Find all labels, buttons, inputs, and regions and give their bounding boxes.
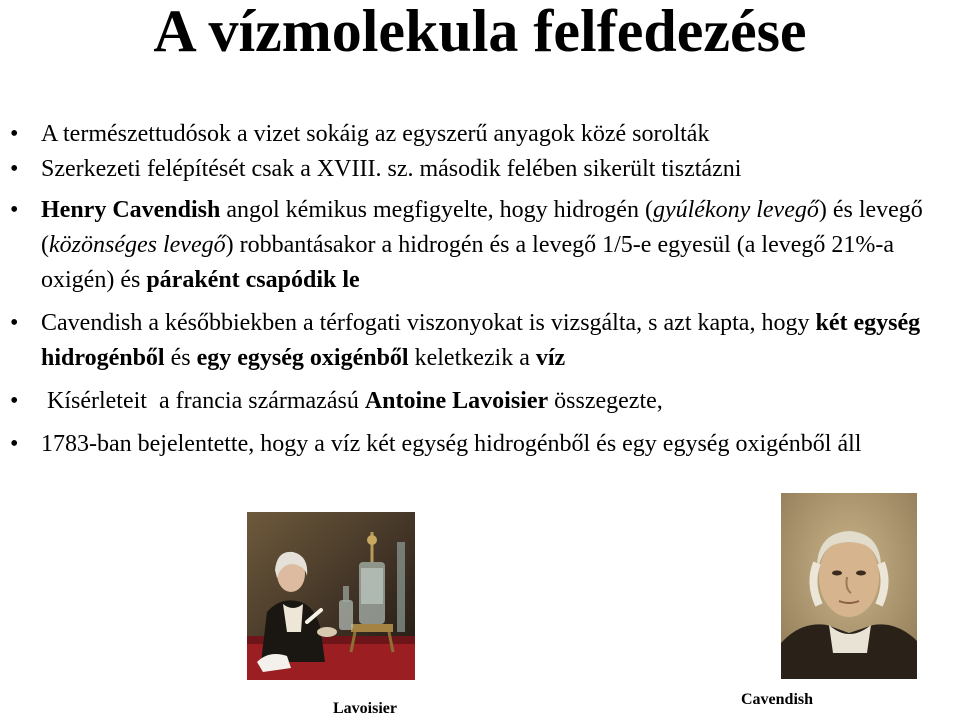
bullet-item bbox=[10, 193, 945, 298]
bullet-dot-icon: • bbox=[10, 121, 19, 147]
cavendish-caption: Cavendish bbox=[741, 691, 814, 708]
bullet-text: Kísérleteit a francia származású Antoine Lavoisier összegezte, bbox=[41, 388, 663, 414]
bullet-item bbox=[10, 152, 945, 187]
bullet-dot-icon: • bbox=[10, 310, 19, 336]
bullet-text: A természettudósok a vizet sokáig az egyszerű anyagok közé sorolták bbox=[41, 121, 710, 147]
bullet-item bbox=[10, 384, 945, 419]
cavendish-name: Henry Cavendish bbox=[41, 197, 221, 223]
bullet-list bbox=[10, 117, 945, 470]
cavendish-painting-icon bbox=[781, 493, 917, 679]
lavoisier-painting-icon bbox=[247, 512, 415, 680]
lavoisier-portrait bbox=[247, 512, 415, 680]
slide-title: A vízmolekula felfedezése bbox=[153, 0, 807, 64]
bullet-dot-icon: • bbox=[10, 156, 19, 182]
bullet-dot-icon: • bbox=[10, 197, 19, 223]
bullet-dot-icon: • bbox=[10, 431, 19, 457]
bullet-text: 1783-ban bejelentette, hogy a víz két egység hidrogénből és egy egység oxigénből áll bbox=[41, 431, 862, 457]
bullet-dot-icon: • bbox=[10, 388, 19, 414]
bullet-text: Szerkezeti felépítését csak a XVIII. sz. második felében sikerült tisztázni bbox=[41, 156, 742, 182]
bullet-text: Cavendish a későbbiekben a térfogati viszonyokat is vizsgálta, s azt kapta, hogy két egység hidrogénből és egy egység oxigénből keletkezik a víz bbox=[41, 310, 921, 371]
bullet-item bbox=[10, 306, 945, 376]
cavendish-portrait bbox=[781, 493, 917, 679]
bullet-item bbox=[10, 117, 945, 152]
bullet-text: Henry Cavendish angol kémikus megfigyelte, hogy hidrogén (gyúlékony levegő) és levegő (közönséges levegő) robbantásakor a hidrogén és a levegő 1/5-e egyesül (a levegő 21%-a oxigén) és páraként csapódik le bbox=[41, 197, 923, 293]
bullet-item bbox=[10, 427, 945, 462]
lavoisier-caption: Lavoisier bbox=[333, 700, 397, 717]
